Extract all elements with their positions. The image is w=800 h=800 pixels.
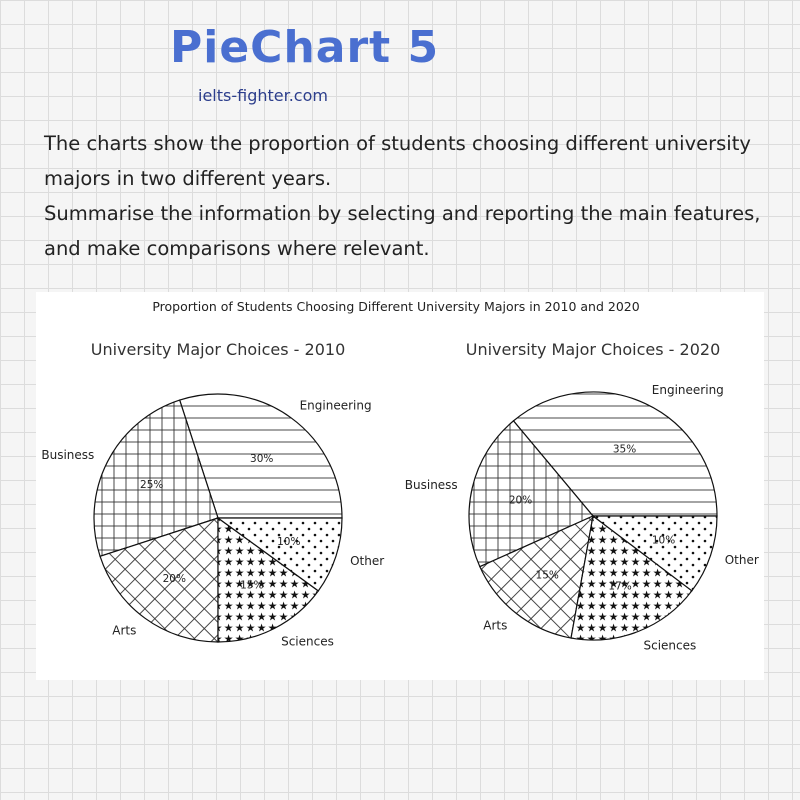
chart-suptitle: Proportion of Students Choosing Different University Majors in 2010 and 2020 xyxy=(152,299,640,314)
pie-category-label-1-other: Other xyxy=(350,553,385,568)
task-prompt xyxy=(44,126,794,266)
pie-pct-label-1-engineering: 30% xyxy=(250,452,274,465)
pie-category-label-1-sciences: Sciences xyxy=(281,634,334,649)
pie-pct-label-2-sciences: 17% xyxy=(608,580,632,593)
pie-category-label-2-other: Other xyxy=(724,553,759,568)
pie-category-label-2-engineering: Engineering xyxy=(651,383,724,398)
pie-pct-label-1-business: 25% xyxy=(140,479,164,492)
pie-charts xyxy=(36,292,764,680)
pie-pct-label-2-business: 20% xyxy=(508,494,533,507)
prompt-line-1: The charts show the proportion of students choosing different university majors in two different years. xyxy=(44,132,751,190)
prompt-line-2: Summarise the information by selecting and reporting the main features, and make comparisons where relevant. xyxy=(44,202,761,260)
pie-pct-label-1-arts: 20% xyxy=(162,573,186,586)
pie-category-label-1-engineering: Engineering xyxy=(299,398,372,413)
site-subtitle[interactable]: ielts-fighter.com xyxy=(198,86,328,105)
pie-pct-label-2-other: 10% xyxy=(651,534,676,547)
pie-pct-label-2-arts: 15% xyxy=(535,569,559,582)
pie-pct-label-1-sciences: 15% xyxy=(240,579,264,592)
pie-title-2: University Major Choices - 2020 xyxy=(465,340,721,359)
page-title: PieChart 5 xyxy=(170,22,440,73)
pie-category-label-1-arts: Arts xyxy=(112,623,137,638)
pie-category-label-1-business: Business xyxy=(41,447,95,462)
pie-pct-label-1-other: 10% xyxy=(277,536,301,548)
chart-panel xyxy=(36,292,764,680)
pie-pct-label-2-engineering: 35% xyxy=(612,443,637,456)
pie-category-label-2-business: Business xyxy=(404,477,458,492)
pie-title-1: University Major Choices - 2010 xyxy=(90,340,346,359)
pie-category-label-2-arts: Arts xyxy=(483,618,508,633)
pie-category-label-2-sciences: Sciences xyxy=(643,638,697,653)
